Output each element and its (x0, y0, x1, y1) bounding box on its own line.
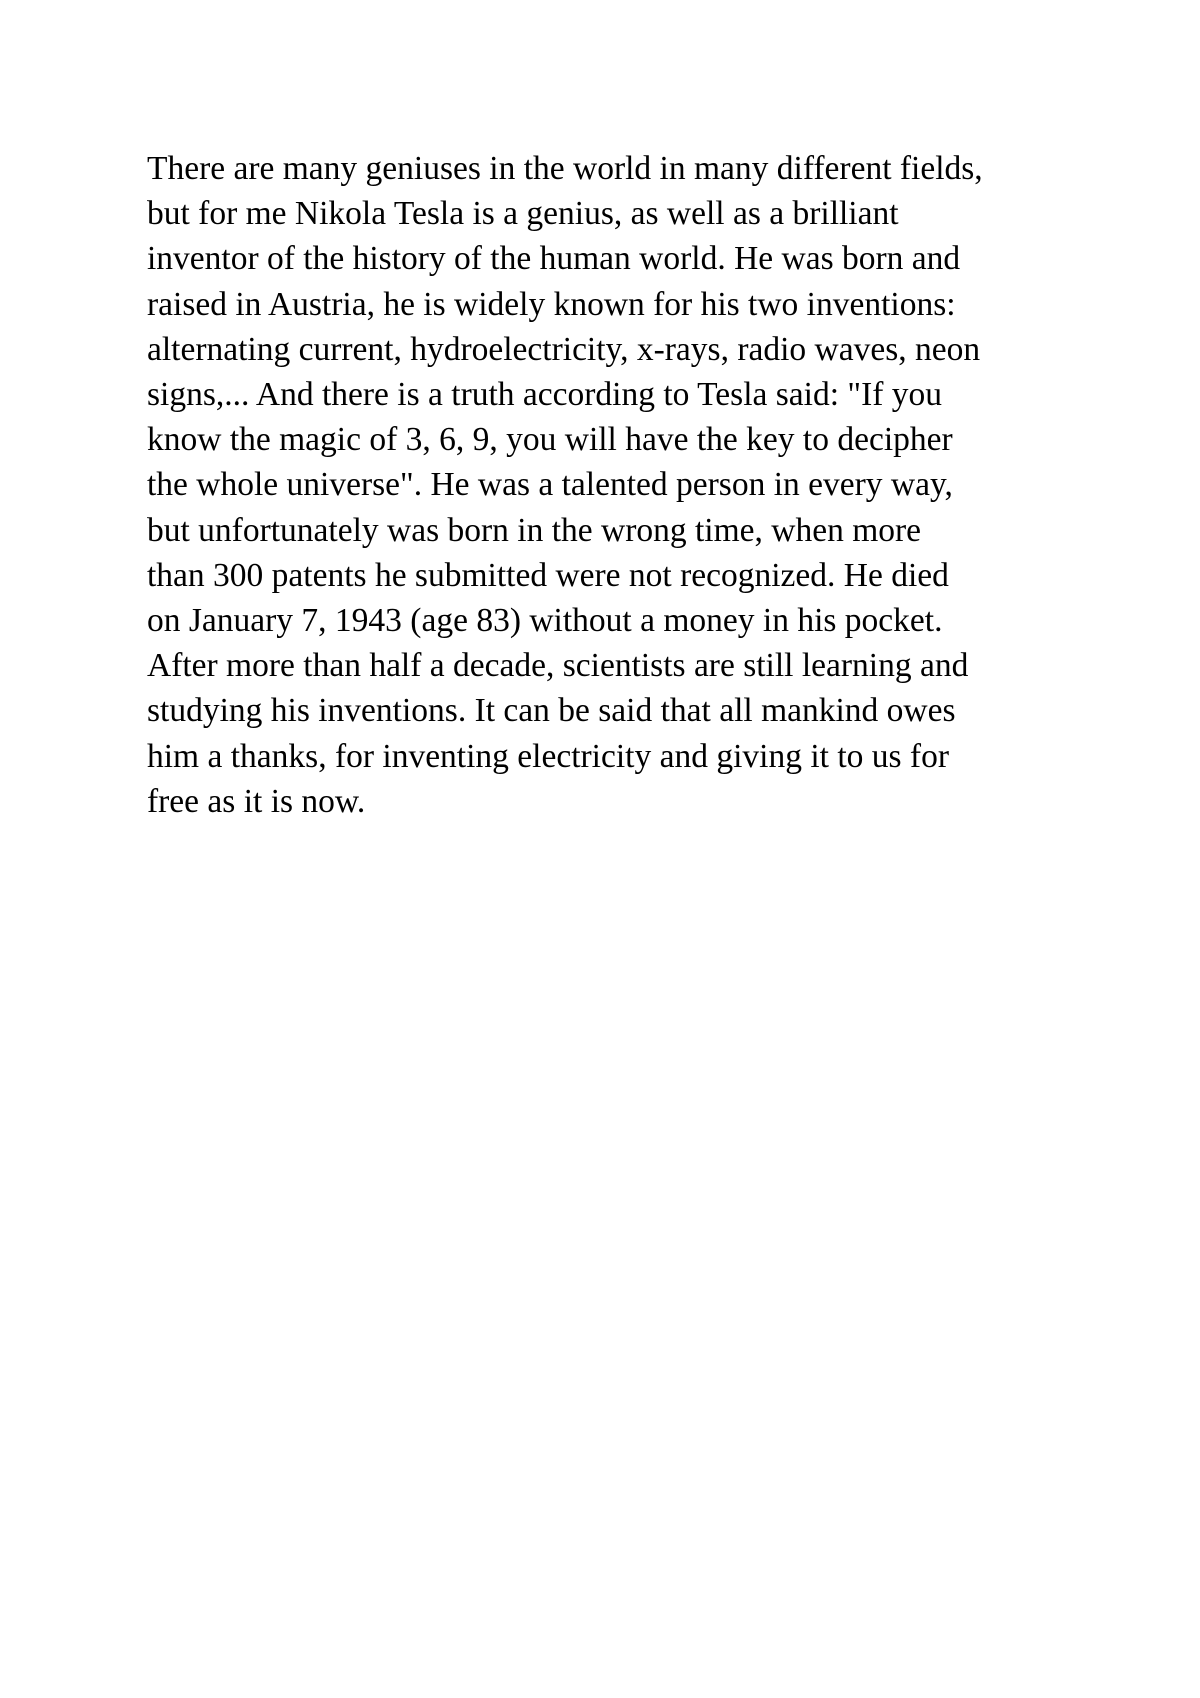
paragraph-line: inventor of the history of the human world. He was born and (147, 240, 961, 278)
paragraph-line: There are many geniuses in the world in many different fields, (147, 150, 983, 187)
paragraph-line: than 300 patents he submitted were not recognized. He died (147, 556, 949, 594)
paragraph-line: the whole universe". He was a talented person in every way, (147, 466, 953, 504)
paragraph-line: alternating current, hydroelectricity, x-rays, radio waves, neon (147, 330, 981, 368)
paragraph-line: him a thanks, for inventing electricity and giving it to us for (147, 737, 949, 775)
paragraph-line: on January 7, 1943 (age 83) without a money in his pocket. (147, 602, 943, 640)
paragraph-line: raised in Austria, he is widely known for his two inventions: (147, 285, 956, 323)
paragraph-line: After more than half a decade, scientists are still learning and (147, 647, 969, 685)
paragraph-line: but unfortunately was born in the wrong time, when more (147, 511, 922, 549)
paragraph-line: signs,... And there is a truth according to Tesla said: "If you (147, 376, 943, 414)
paragraph-line: free as it is now. (147, 782, 366, 820)
paragraph-line: but for me Nikola Tesla is a genius, as well as a brilliant (147, 195, 899, 233)
body-paragraph (147, 146, 1077, 824)
paragraph-line: studying his inventions. It can be said that all mankind owes (147, 692, 956, 730)
paragraph-line: know the magic of 3, 6, 9, you will have the key to decipher (147, 421, 953, 459)
